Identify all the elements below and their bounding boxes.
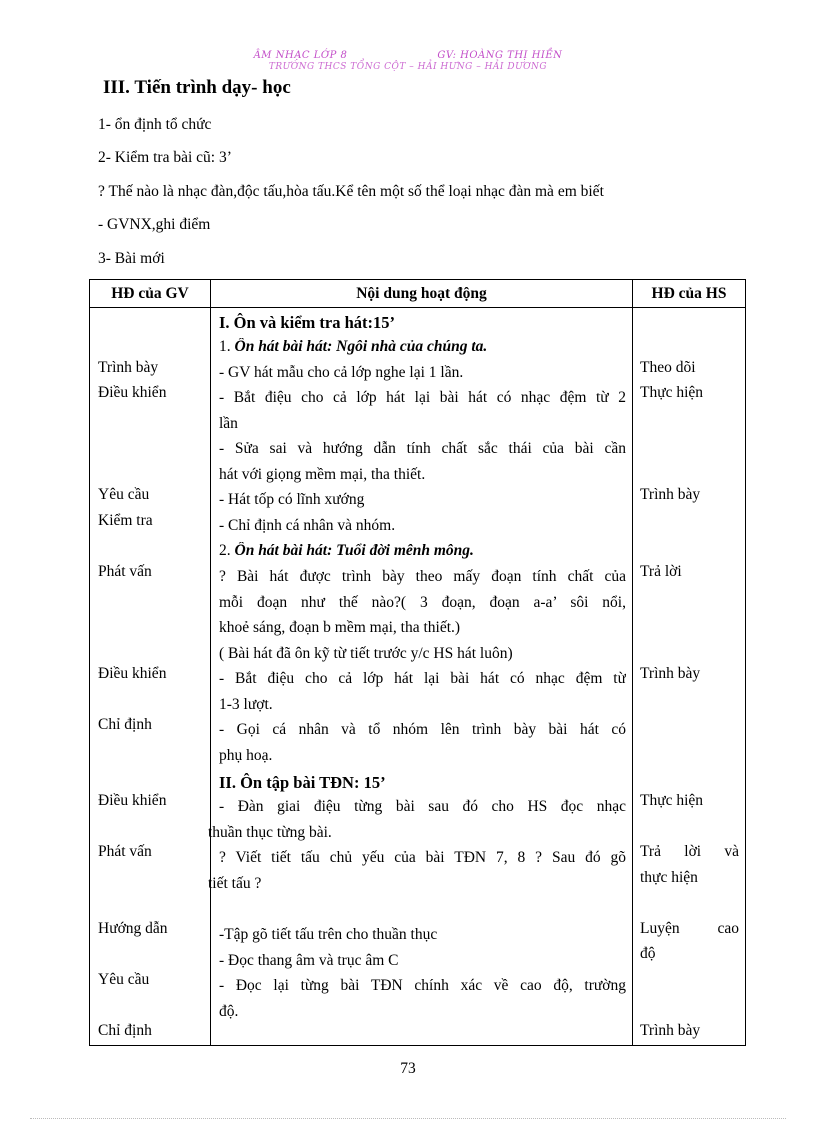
text-line-1: 1- ổn định tổ chức bbox=[98, 116, 212, 133]
gv-item: Yêu cầu bbox=[98, 971, 150, 988]
content-line: - Đọc lại từng bài TĐN chính xác về cao độ, trường bbox=[219, 977, 626, 994]
content-line: - Đàn giai điệu từng bài sau đó cho HS đọc nhạc bbox=[219, 798, 626, 815]
content-line: ( Bài hát đã ôn kỹ từ tiết trước y/c HS hát luôn) bbox=[219, 645, 513, 662]
content-line: - Đọc thang âm và trục âm C bbox=[219, 952, 399, 969]
page-number: 73 bbox=[400, 1060, 416, 1077]
content-line: ? Viết tiết tấu chủ yếu của bài TĐN 7, 8 ? Sau đó gõ bbox=[219, 849, 626, 866]
page-header-line2: TRƯỜNG THCS TỔNG CỘT – HẢI HƯNG – HẢI DƯƠNG bbox=[268, 62, 548, 72]
gv-item: Điều khiển bbox=[98, 665, 167, 682]
content-line: tiết tấu ? bbox=[208, 875, 262, 892]
section-heading: III. Tiến trình dạy- học bbox=[103, 77, 291, 98]
header-hs: HĐ của HS bbox=[633, 280, 746, 308]
item-number: 2. bbox=[219, 542, 235, 559]
gv-item: Yêu cầu bbox=[98, 486, 150, 503]
content-line: - Bắt điệu cho cả lớp hát lại bài hát có nhạc đệm từ bbox=[219, 670, 626, 687]
table-header-row bbox=[90, 280, 746, 308]
text-line-5: 3- Bài mới bbox=[98, 250, 165, 267]
hs-column bbox=[633, 308, 746, 1046]
content-line: lần bbox=[219, 415, 238, 432]
content-line: hát với giọng mềm mại, tha thiết. bbox=[219, 466, 426, 483]
content-line bbox=[219, 542, 626, 560]
hs-item: Trả lời và bbox=[640, 843, 739, 860]
header-content: Nội dung hoạt động bbox=[211, 280, 633, 308]
lesson-table bbox=[89, 279, 746, 1046]
content-line: khoẻ sáng, đoạn b mềm mại, tha thiết.) bbox=[219, 619, 461, 636]
table-body-row bbox=[90, 308, 746, 1046]
content-line: 1-3 lượt. bbox=[219, 696, 273, 713]
gv-item: Chỉ định bbox=[98, 716, 152, 733]
content-line: - Sửa sai và hướng dẫn tính chất sắc thái của bài cần bbox=[219, 440, 626, 457]
content-line: - GV hát mẫu cho cả lớp nghe lại 1 lần. bbox=[219, 364, 464, 381]
gv-item: Kiểm tra bbox=[98, 512, 153, 529]
content-line bbox=[219, 338, 626, 356]
content-line: - Chỉ định cá nhân và nhóm. bbox=[219, 517, 396, 534]
item-title: Ôn hát bài hát: Ngôi nhà của chúng ta. bbox=[234, 338, 488, 355]
gv-item: Chỉ định bbox=[98, 1022, 152, 1039]
hs-item: thực hiện bbox=[640, 869, 698, 886]
content-line: - Hát tốp có lĩnh xướng bbox=[219, 491, 365, 508]
hs-item: Thực hiện bbox=[640, 792, 704, 809]
item-title: Ôn hát bài hát: Tuổi đời mênh mông. bbox=[234, 542, 474, 559]
hs-item: Luyện cao bbox=[640, 920, 739, 937]
section-title-2: II. Ôn tập bài TĐN: 15’ bbox=[219, 773, 386, 792]
content-line: phụ hoạ. bbox=[219, 747, 273, 764]
content-line: độ. bbox=[219, 1003, 239, 1020]
text-line-4: - GVNX,ghi điểm bbox=[98, 216, 211, 233]
content-line: ? Bài hát được trình bày theo mấy đoạn tính chất của bbox=[219, 568, 626, 585]
header-teacher: GV: HOÀNG THỊ HIỀN bbox=[437, 50, 563, 61]
hs-item: Theo dõi bbox=[640, 359, 696, 376]
gv-item: Điều khiển bbox=[98, 792, 167, 809]
hs-item: Trình bày bbox=[640, 1022, 701, 1039]
content-line: mỗi đoạn như thế nào?( 3 đoạn, đoạn a-a’ sôi nổi, bbox=[219, 594, 626, 611]
hs-item: Trả lời bbox=[640, 563, 682, 580]
content-line: - Bắt điệu cho cả lớp hát lại bài hát có nhạc đệm từ 2 bbox=[219, 389, 626, 406]
gv-item: Phát vấn bbox=[98, 563, 152, 580]
item-number: 1. bbox=[219, 338, 235, 355]
hs-item: độ bbox=[640, 945, 656, 962]
gv-item: Trình bày bbox=[98, 359, 159, 376]
gv-item: Hướng dẫn bbox=[98, 920, 168, 937]
content-line: - Gọi cá nhân và tổ nhóm lên trình bày bài hát có bbox=[219, 721, 626, 738]
text-line-3: ? Thế nào là nhạc đàn,độc tấu,hòa tấu.Kể tên một số thể loại nhạc đàn mà em biết bbox=[98, 183, 604, 200]
content-line: -Tập gõ tiết tấu trên cho thuần thục bbox=[219, 926, 438, 943]
text-line-2: 2- Kiểm tra bài cũ: 3’ bbox=[98, 149, 232, 166]
hs-item: Trình bày bbox=[640, 486, 701, 503]
hs-item: Trình bày bbox=[640, 665, 701, 682]
hs-item: Thực hiện bbox=[640, 384, 704, 401]
header-subject: ÂM NHẠC LỚP 8 bbox=[253, 50, 348, 61]
gv-item: Điều khiển bbox=[98, 384, 167, 401]
content-line: thuần thục từng bài. bbox=[208, 824, 332, 841]
section-title-1: I. Ôn và kiểm tra hát:15’ bbox=[219, 313, 395, 332]
page-header-line1 bbox=[0, 50, 816, 61]
bottom-divider bbox=[30, 1118, 786, 1119]
gv-item: Phát vấn bbox=[98, 843, 152, 860]
header-gv: HĐ của GV bbox=[90, 280, 211, 308]
gv-column bbox=[90, 308, 211, 1046]
content-column bbox=[208, 308, 633, 1046]
